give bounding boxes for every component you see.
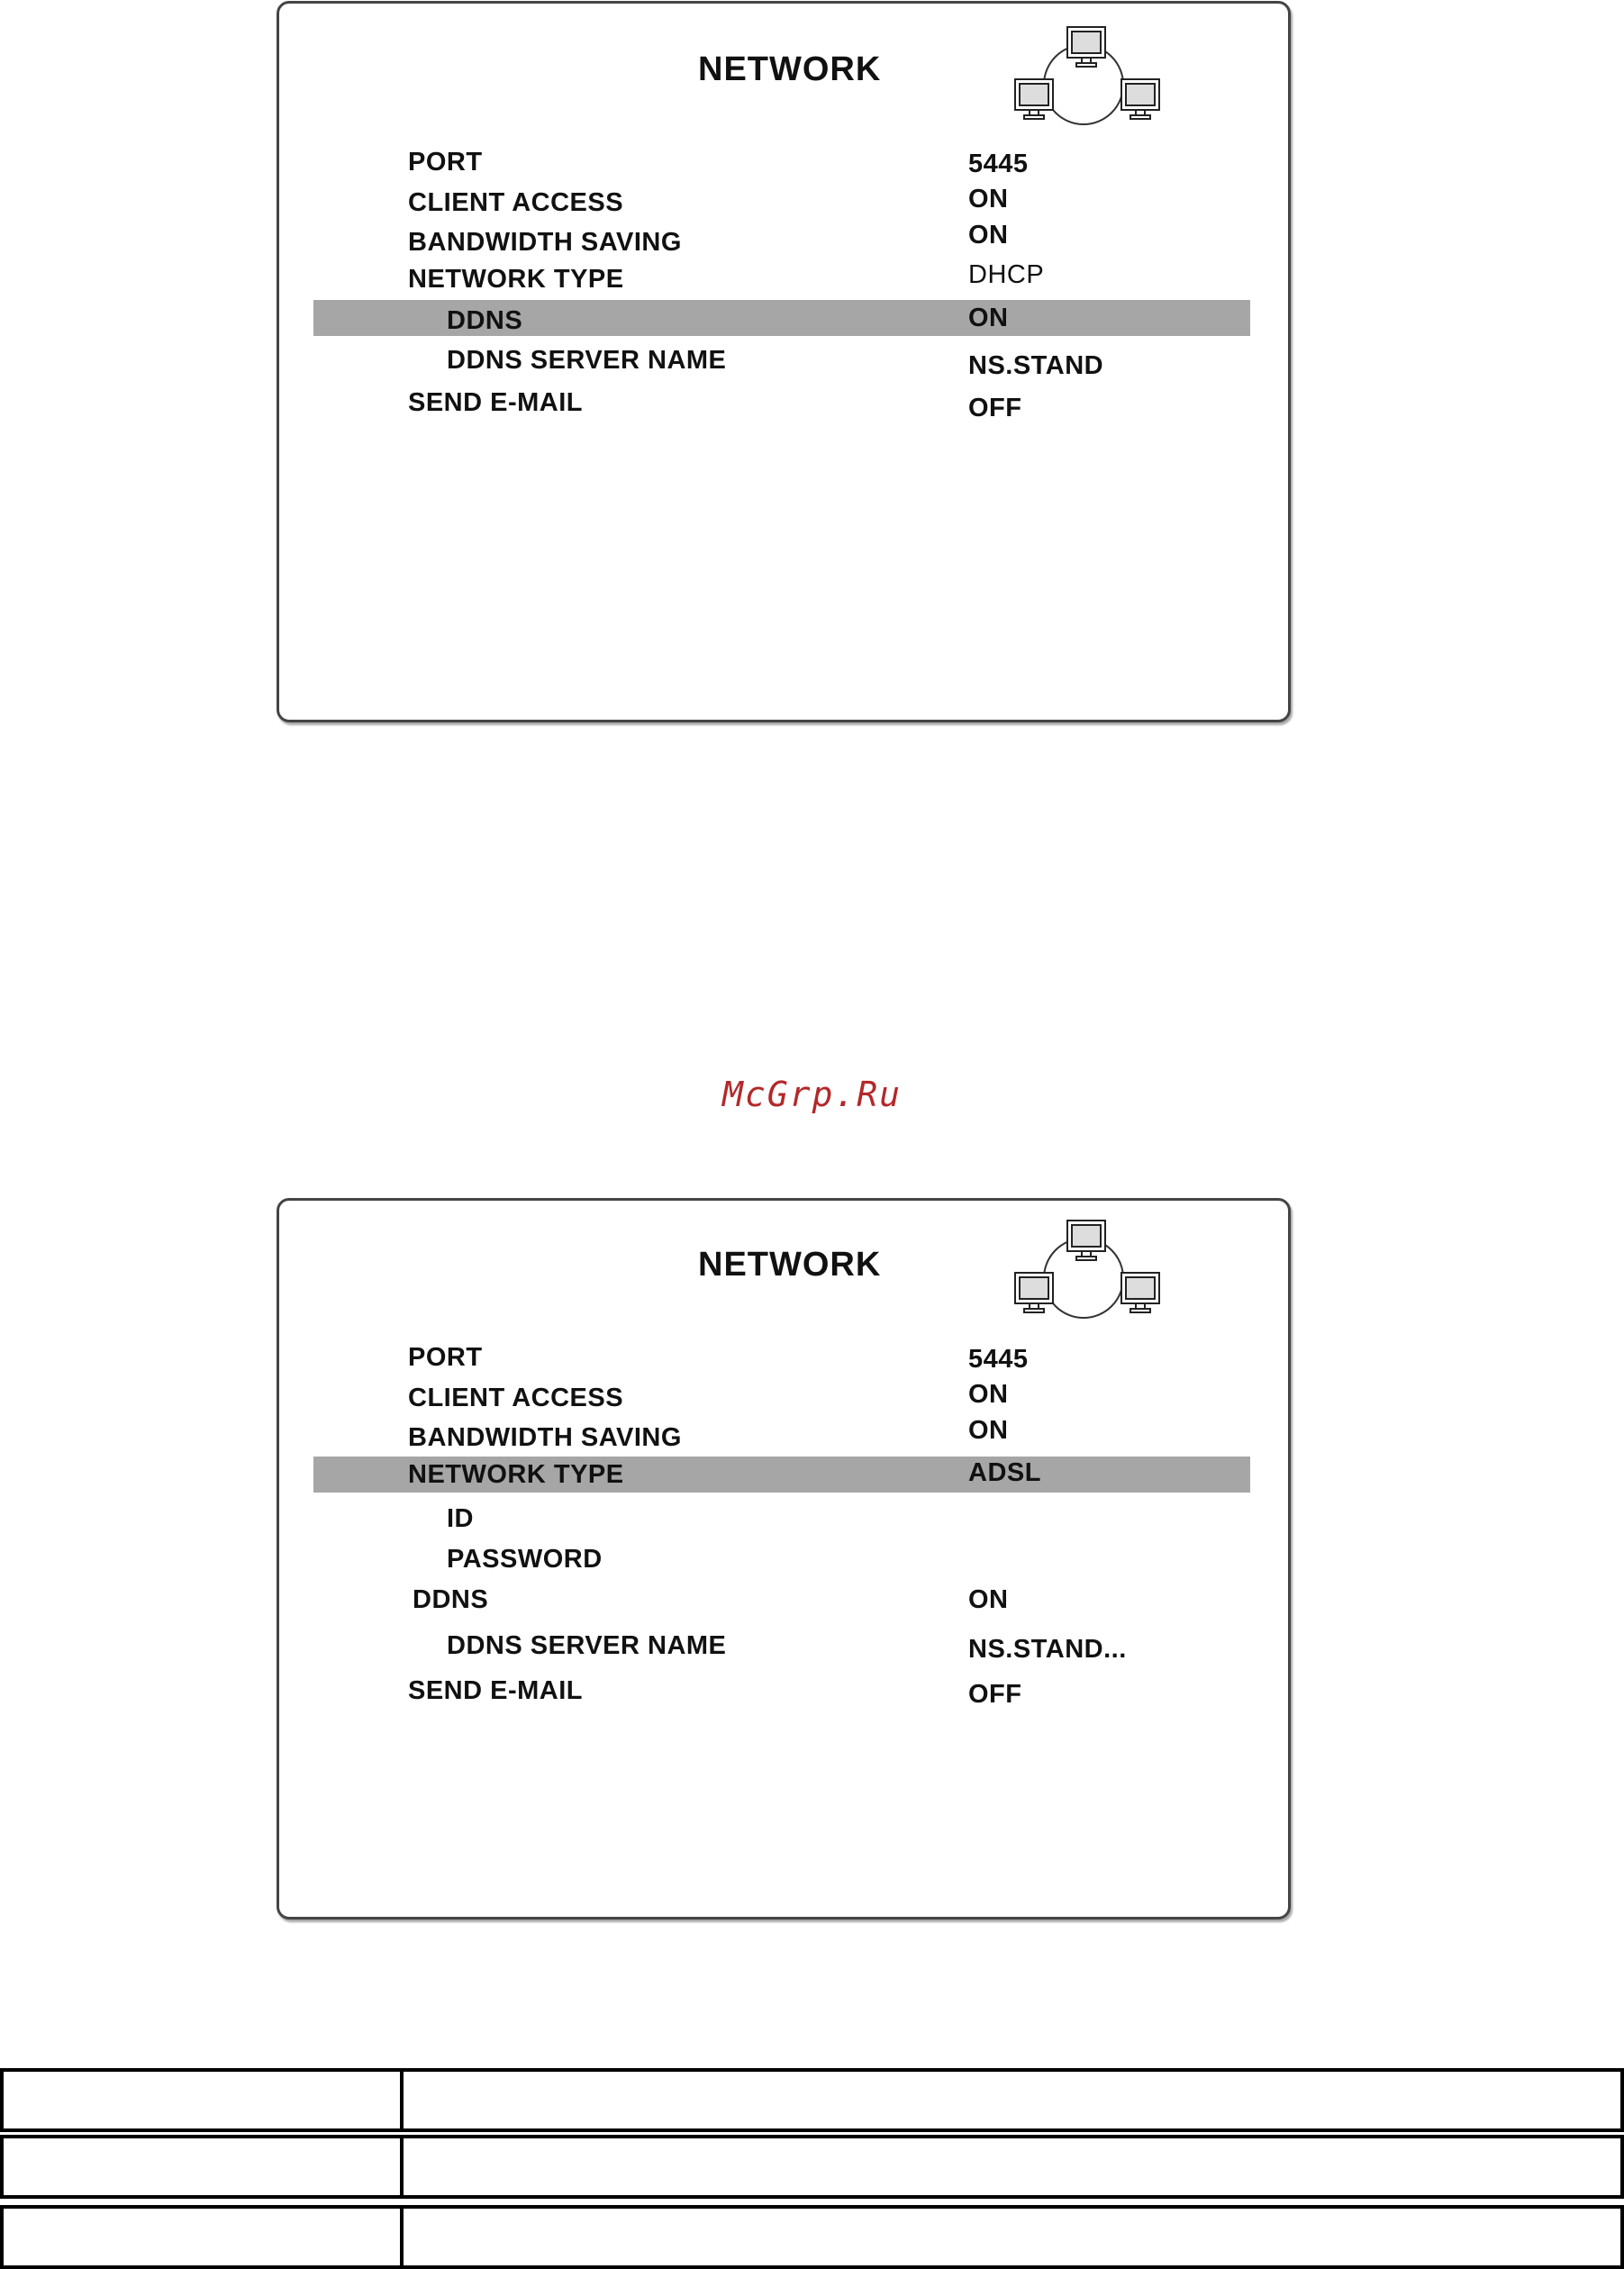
network-type-value: DHCP: [968, 260, 1045, 289]
menu-item-ddns[interactable]: DDNS: [447, 306, 523, 335]
ddns-value: ON: [968, 304, 1009, 332]
menu-item-client-access[interactable]: CLIENT ACCESS: [408, 188, 624, 217]
menu-item-ddns[interactable]: DDNS: [413, 1585, 489, 1614]
table-row: [0, 2205, 1624, 2269]
network-type-value: ADSL: [968, 1458, 1041, 1487]
menu-item-client-access[interactable]: CLIENT ACCESS: [408, 1384, 624, 1412]
table-row: [0, 2068, 1624, 2132]
menu-item-port[interactable]: PORT: [408, 1343, 483, 1372]
menu-item-ddns-server-name[interactable]: DDNS SERVER NAME: [447, 346, 727, 375]
menu-title: NETWORK: [698, 50, 882, 88]
ddns-server-name-value: NS.STAND...: [968, 1635, 1127, 1664]
table-divider: [400, 2072, 404, 2128]
menu-item-password[interactable]: PASSWORD: [447, 1545, 603, 1574]
network-menu-panel-adsl: [277, 1198, 1291, 1920]
send-email-value: OFF: [968, 1680, 1022, 1709]
network-computers-icon: [1013, 25, 1175, 133]
network-computers-icon: [1013, 1219, 1175, 1327]
menu-item-id[interactable]: ID: [447, 1504, 474, 1533]
table-divider: [400, 2209, 404, 2265]
table-divider: [400, 2138, 404, 2195]
ddns-value: ON: [968, 1585, 1009, 1614]
port-value: 5445: [968, 150, 1029, 178]
menu-item-port[interactable]: PORT: [408, 148, 483, 177]
client-access-value: ON: [968, 185, 1009, 213]
port-value: 5445: [968, 1345, 1029, 1374]
watermark-text: McGrp.Ru: [721, 1075, 903, 1114]
menu-item-network-type[interactable]: NETWORK TYPE: [408, 1460, 624, 1489]
network-menu-panel-dhcp: [277, 1, 1291, 722]
client-access-value: ON: [968, 1380, 1009, 1409]
table-row: [0, 2135, 1624, 2199]
bandwidth-saving-value: ON: [968, 1416, 1009, 1445]
send-email-value: OFF: [968, 394, 1022, 422]
menu-item-send-email[interactable]: SEND E-MAIL: [408, 1676, 583, 1705]
menu-item-bandwidth-saving[interactable]: BANDWIDTH SAVING: [408, 228, 682, 257]
ddns-server-name-value: NS.STAND: [968, 351, 1104, 380]
menu-item-ddns-server-name[interactable]: DDNS SERVER NAME: [447, 1631, 727, 1660]
menu-item-network-type[interactable]: NETWORK TYPE: [408, 265, 624, 294]
menu-title: NETWORK: [698, 1246, 882, 1284]
bandwidth-saving-value: ON: [968, 221, 1009, 250]
menu-item-send-email[interactable]: SEND E-MAIL: [408, 388, 583, 417]
menu-item-bandwidth-saving[interactable]: BANDWIDTH SAVING: [408, 1423, 682, 1452]
